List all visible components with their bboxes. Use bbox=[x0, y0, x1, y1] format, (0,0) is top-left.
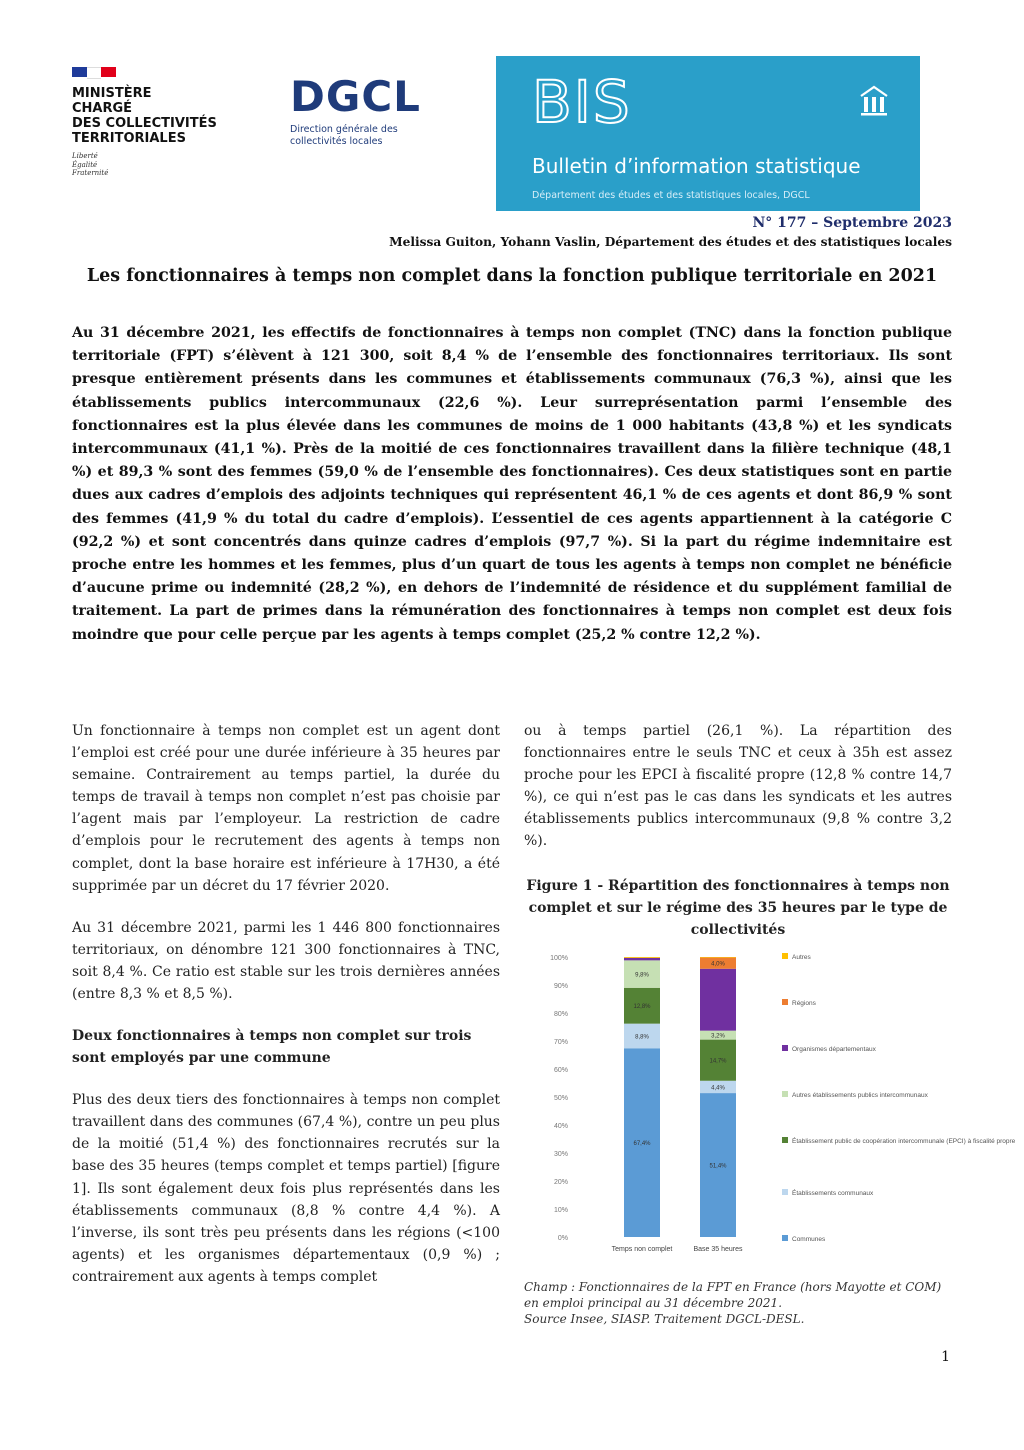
legend-label: Établissements communaux bbox=[792, 1189, 874, 1197]
bar-segment bbox=[624, 957, 660, 960]
figure-title: Figure 1 - Répartition des fonctionnaires à temps non complet et sur le régime des 35 heures par le type de collectivités bbox=[526, 877, 950, 938]
flag-blue-stripe bbox=[72, 67, 87, 77]
issue-number: N° 177 – Septembre 2023 bbox=[752, 215, 952, 231]
y-tick-label: 100% bbox=[550, 954, 568, 962]
legend-label: Régions bbox=[792, 999, 816, 1007]
page-title: Les fonctionnaires à temps non complet dans la fonction publique territoriale en 2021 bbox=[86, 266, 938, 286]
bar-value-label: 4,0% bbox=[711, 961, 725, 968]
legend-label: Établissement public de coopération intercommunale (EPCI) à fiscalité propre bbox=[792, 1137, 1016, 1145]
flag-red-stripe bbox=[101, 67, 116, 77]
bar-value-label: 14,7% bbox=[709, 1058, 727, 1065]
bar-value-label: 9,8% bbox=[635, 972, 649, 979]
legend-label: Autres bbox=[792, 953, 811, 961]
dgcl-logo bbox=[290, 74, 460, 148]
y-tick-label: 50% bbox=[553, 1094, 568, 1102]
y-tick-label: 0% bbox=[557, 1234, 568, 1242]
y-tick-label: 80% bbox=[553, 1010, 568, 1018]
ministry-name: MINISTÈRE CHARGÉ DES COLLECTIVITÉS TERRITORIALES bbox=[72, 86, 217, 146]
legend-label: Communes bbox=[792, 1235, 826, 1243]
bar-value-label: 4,4% bbox=[711, 1084, 725, 1091]
legend-swatch bbox=[782, 1045, 788, 1051]
y-tick-label: 40% bbox=[553, 1122, 568, 1130]
bis-title: BIS bbox=[532, 68, 632, 136]
authors: Melissa Guiton, Yohann Vaslin, Département des études et des statistiques locales bbox=[389, 235, 952, 249]
body-paragraph: Plus des deux tiers des fonctionnaires à temps non complet travaillent dans des communes (67,4 %), contre un peu plus de la moitié (51,4 %) des fonctionnaires recrutés sur la base des 35 heures (temps complet et temps partiel) [figure 1]. Ils sont également deux fois plus représentés dans les établissements communaux (8,8 % contre 4,4 %). A l’inverse, ils sont très peu présents dans les régions (<100 agents) et les organismes départementaux (0,9 %) ; contrairement aux agents à temps complet bbox=[72, 1092, 500, 1285]
dgcl-subtitle: Direction générale des collectivités locales bbox=[290, 124, 398, 147]
summary-paragraph: Au 31 décembre 2021, les effectifs de fonctionnaires à temps non complet (TNC) dans la fonction publique territoriale (FPT) s’élèvent à 121 300, soit 8,4 % de l’ensemble des fonctionnaires territoriaux. Ils sont presque entièrement présents dans les communes et établissements communaux (76,3 %), ainsi que les établissements publics intercommunaux (22,6 %). Leur surreprésentation parmi l’ensemble des fonctionnaires est la plus élevée dans les communes de moins de 1 000 habitants (43,8 %) et les syndicats intercommunaux (41,1 %). Près de la moitié de ces fonctionnaires travaillent dans la filière technique (48,1 %) et 89,3 % sont des femmes (59,0 % de l’ensemble des fonctionnaires). Ces deux statistiques sont en partie dues aux cadres d’emplois des adjoints techniques qui représentent 46,1 % de ces agents et dont 86,9 % sont des femmes (41,9 % du total du cadre d’emplois). L’essentiel de ces agents appartiennent à la catégorie C (92,2 %) et sont concentrés dans quinze cadres d’emplois (97,7 %). Si la part du régime indemnitaire est proche entre les hommes et les femmes, plus d’un quart de tous les agents à temps non complet ne bénéficie d’aucune prime ou indemnité (28,2 %), en dehors de l’indemnité de résidence et du supplément familial de traitement. La part de primes dans la rémunération des fonctionnaires à temps non complet est deux fois moindre que pour celle perçue par les agents à temps complet (25,2 % contre 12,2 %). bbox=[72, 325, 952, 643]
legend-swatch bbox=[782, 1189, 788, 1195]
bar-segment bbox=[700, 957, 736, 958]
bis-banner bbox=[496, 56, 920, 211]
right-column bbox=[524, 720, 1016, 1327]
building-columns-icon bbox=[858, 84, 890, 118]
bar-value-label: 51,4% bbox=[709, 1163, 727, 1170]
bar-value-label: 12,8% bbox=[633, 1003, 651, 1010]
legend-swatch bbox=[782, 1091, 788, 1097]
legend-label: Organismes départementaux bbox=[792, 1045, 876, 1053]
y-tick-label: 20% bbox=[553, 1178, 568, 1186]
legend-swatch bbox=[782, 1137, 788, 1143]
dgcl-acronym: DGCL bbox=[290, 72, 421, 121]
bar-segment bbox=[624, 957, 660, 958]
x-category-label: Base 35 heures bbox=[693, 1245, 743, 1253]
page-number: 1 bbox=[941, 1349, 950, 1365]
y-tick-label: 10% bbox=[553, 1206, 568, 1214]
y-tick-label: 70% bbox=[553, 1038, 568, 1046]
flag-white-stripe bbox=[87, 67, 102, 79]
body-paragraph: Un fonctionnaire à temps non complet est un agent dont l’emploi est créé pour une durée inférieure à 35 heures par semaine. Contrairement au temps partiel, la durée du temps de travail à temps non complet n’est pas choisie par l’agent mais par l’employeur. La restriction de cadre d’emplois pour le recrutement des agents à temps non complet, dont la base horaire est inférieure à 17H30, a été supprimée par un décret du 17 février 2020. bbox=[72, 723, 500, 894]
legend-swatch bbox=[782, 953, 788, 959]
bar-value-label: 3,2% bbox=[711, 1033, 725, 1040]
y-tick-label: 90% bbox=[553, 982, 568, 990]
legend-swatch bbox=[782, 999, 788, 1005]
body-paragraph: ou à temps partiel (26,1 %). La répartition des fonctionnaires entre le seuls TNC et ceux à 35h est assez proche pour les EPCI à fiscalité propre (12,8 % contre 14,7 %), ce qui n’est pas le cas dans les syndicats et les autres établissements publics intercommunaux (9,8 % contre 3,2 %). bbox=[524, 723, 952, 850]
left-column bbox=[72, 720, 500, 1308]
stacked-bar-chart bbox=[524, 947, 1016, 1277]
ministry-motto: Liberté Égalité Fraternité bbox=[72, 152, 109, 177]
bar-segment bbox=[700, 968, 736, 1030]
bar-value-label: 67,4% bbox=[633, 1140, 651, 1147]
x-category-label: Temps non complet bbox=[611, 1245, 673, 1253]
bar-value-label: 8,8% bbox=[635, 1034, 649, 1041]
bis-department: Département des études et des statistiques locales, DGCL bbox=[532, 190, 810, 201]
section-heading: Deux fonctionnaires à temps non complet sur trois sont employés par une commune bbox=[72, 1028, 472, 1067]
figure-source-note: Champ : Fonctionnaires de la FPT en France (hors Mayotte et COM) en emploi principal au 31 décembre 2021. Source Insee, SIASP. Traitement DGCL-DESL. bbox=[524, 1279, 942, 1326]
y-tick-label: 30% bbox=[553, 1150, 568, 1158]
body-paragraph: Au 31 décembre 2021, parmi les 1 446 800 fonctionnaires territoriaux, on dénombre 121 300 fonctionnaires à TNC, soit 8,4 %. Ce ratio est stable sur les trois dernières années (entre 8,3 % et 8,5 %). bbox=[72, 919, 500, 1003]
bis-subtitle: Bulletin d’information statistique bbox=[532, 154, 861, 178]
french-flag-icon bbox=[72, 67, 116, 77]
legend-swatch bbox=[782, 1235, 788, 1241]
legend-label: Autres établissements publics intercommunaux bbox=[792, 1091, 928, 1099]
y-tick-label: 60% bbox=[553, 1066, 568, 1074]
